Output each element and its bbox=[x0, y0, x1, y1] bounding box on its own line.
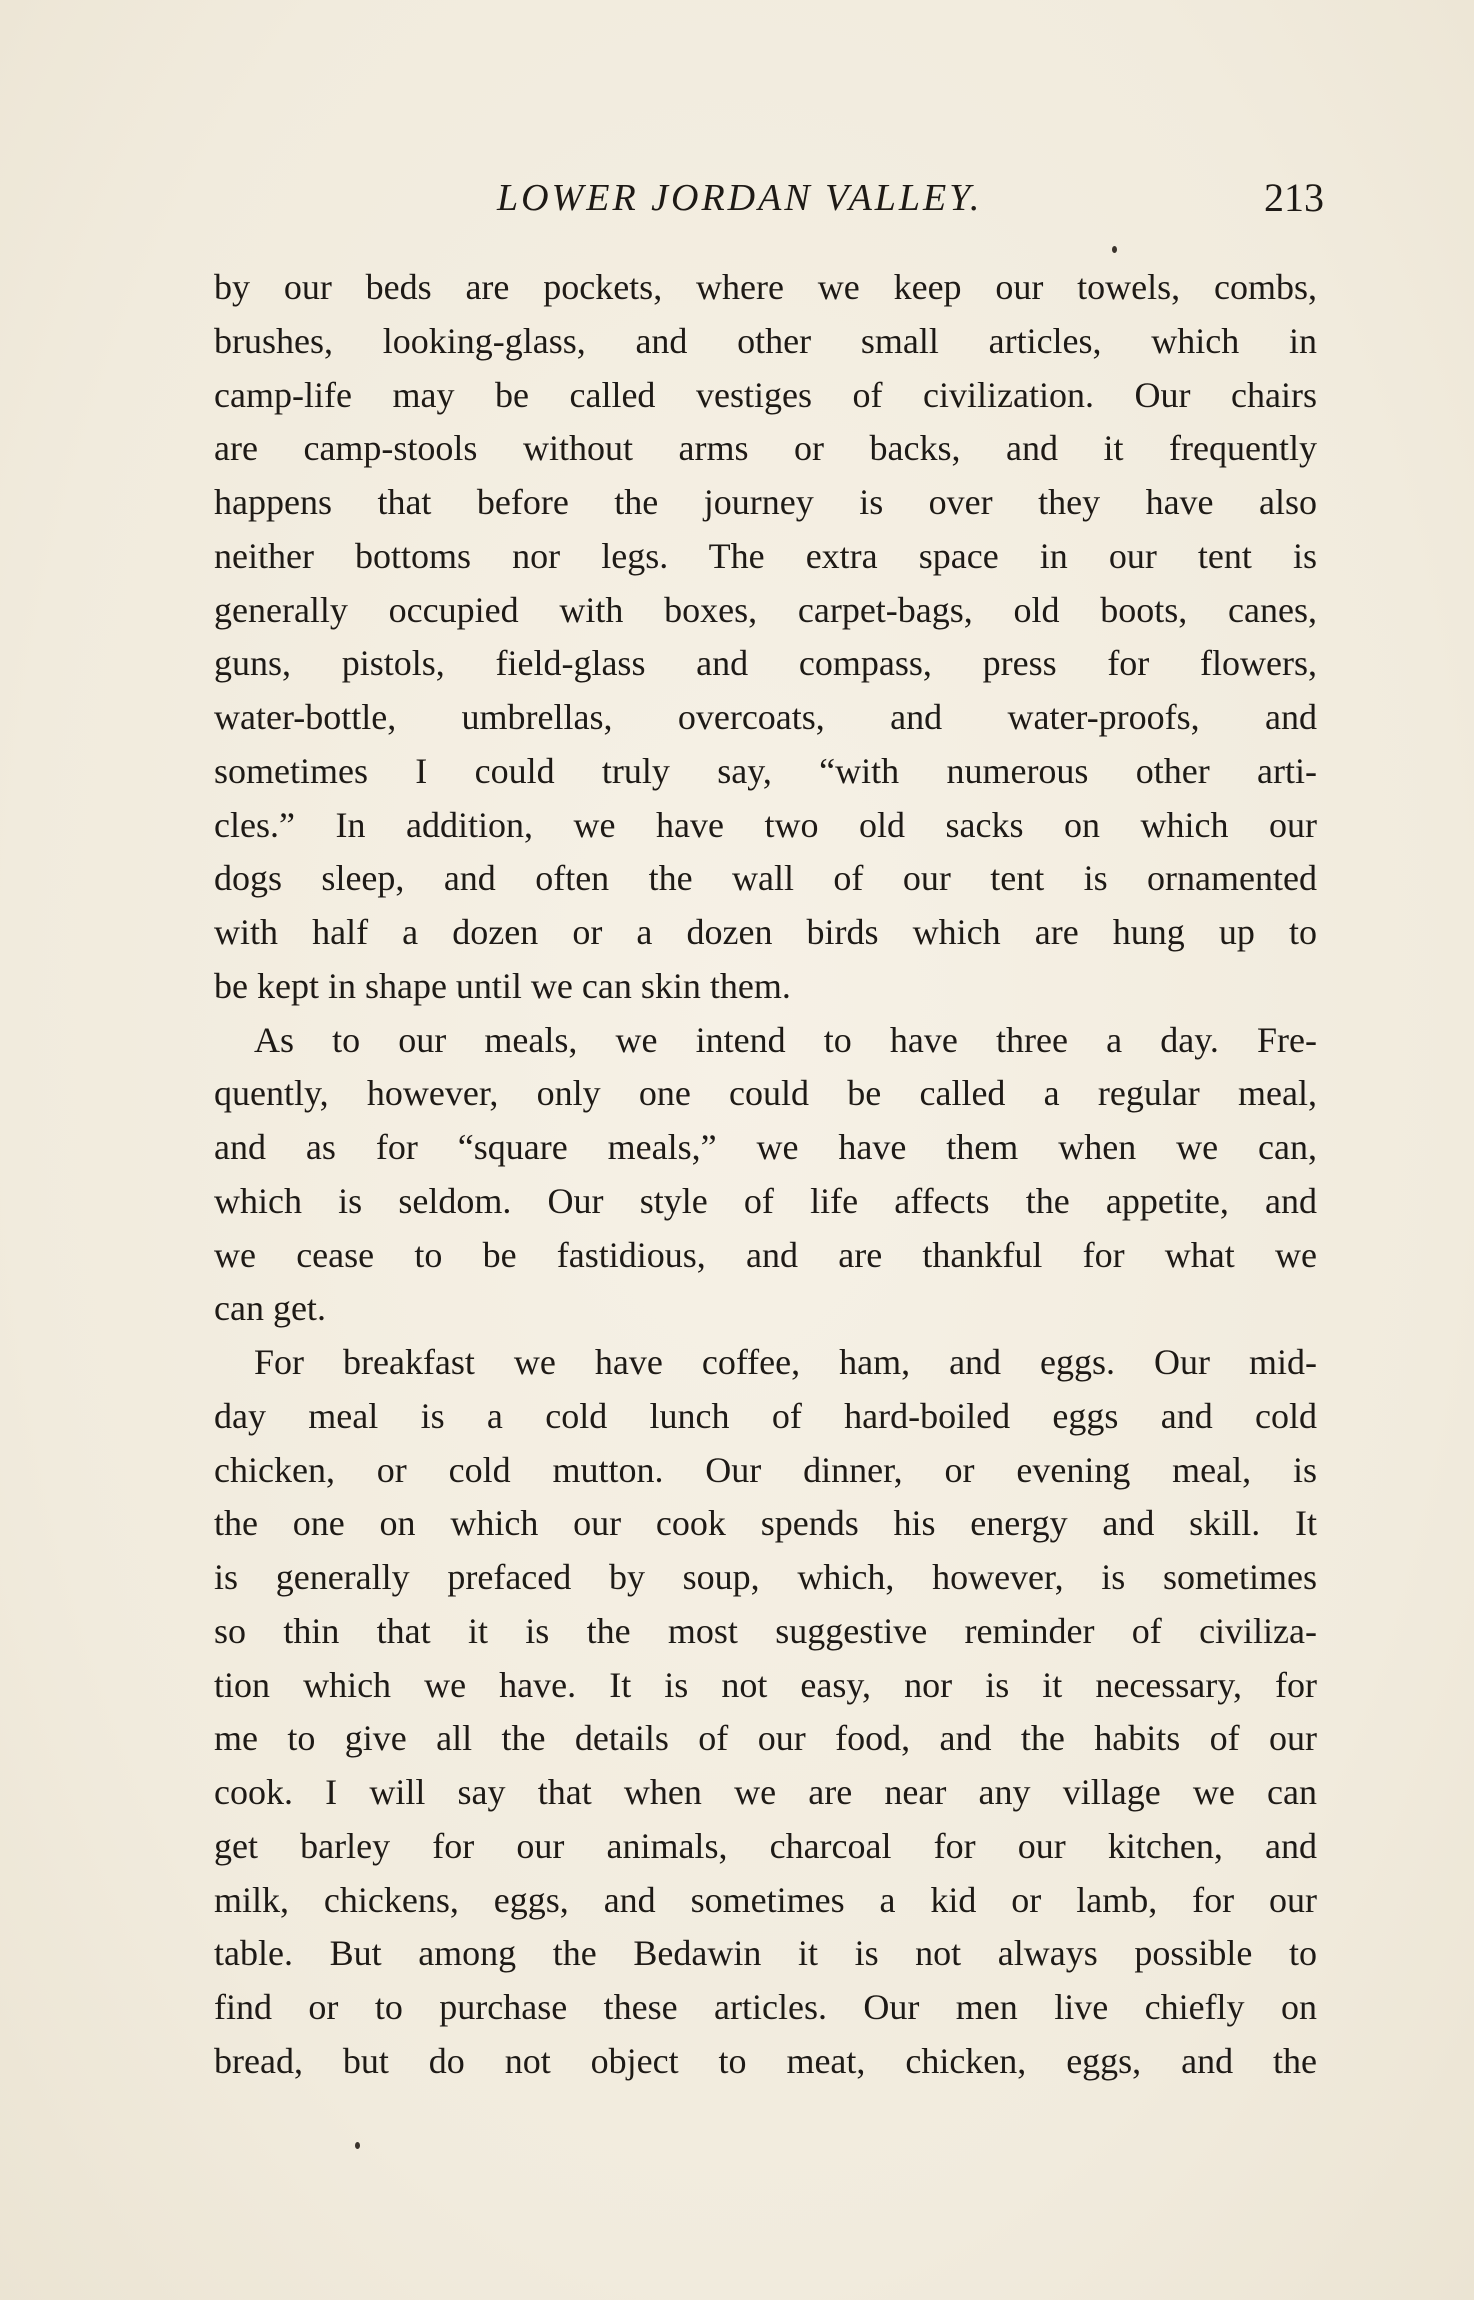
text-line: so thin that it is the most suggestive reminder of civiliza- bbox=[214, 1610, 1317, 1651]
text-line: which is seldom. Our style of life affects the appetite, and bbox=[214, 1180, 1317, 1221]
text-line: we cease to be fastidious, and are thankful for what we bbox=[214, 1234, 1317, 1275]
text-line: tion which we have. It is not easy, nor is it necessary, for bbox=[214, 1664, 1317, 1705]
text-line: water-bottle, umbrellas, overcoats, and water-proofs, and bbox=[214, 697, 1317, 737]
text-line: happens that before the journey is over they have also bbox=[214, 482, 1317, 522]
paragraph-start-line: As to our meals, we intend to have three a day. Fre- bbox=[254, 1019, 1317, 1060]
text-line: with half a dozen or a dozen birds which are hung up to bbox=[214, 912, 1317, 952]
text-line: guns, pistols, field-glass and compass, press for flowers, bbox=[214, 643, 1317, 684]
text-line: find or to purchase these articles. Our men live chiefly on bbox=[214, 1987, 1317, 2027]
text-line: quently, however, only one could be called a regular meal, bbox=[214, 1073, 1317, 1114]
text-line: the one on which our cook spends his energy and skill. It bbox=[214, 1503, 1317, 1544]
running-title: LOWER JORDAN VALLEY. bbox=[497, 177, 983, 219]
text-line: are camp-stools without arms or backs, and it frequently bbox=[214, 428, 1317, 469]
text-line: camp-life may be called vestiges of civilization. Our chairs bbox=[214, 374, 1317, 415]
text-line: and as for “square meals,” we have them when we can, bbox=[214, 1127, 1317, 1167]
text-line: get barley for our animals, charcoal for our kitchen, and bbox=[214, 1825, 1317, 1866]
body-text bbox=[214, 261, 1317, 2089]
text-line: is generally prefaced by soup, which, however, is sometimes bbox=[214, 1557, 1317, 1597]
paragraph-end-line: be kept in shape until we can skin them. bbox=[214, 965, 791, 1006]
text-line: neither bottoms nor legs. The extra space in our tent is bbox=[214, 535, 1317, 576]
ink-speck bbox=[1112, 246, 1117, 253]
page-number: 213 bbox=[1264, 175, 1324, 220]
text-line: cles.” In addition, we have two old sacks on which our bbox=[214, 804, 1317, 845]
ink-speck bbox=[355, 2142, 360, 2149]
text-line: milk, chickens, eggs, and sometimes a kid or lamb, for our bbox=[214, 1879, 1317, 1920]
text-line: by our beds are pockets, where we keep our towels, combs, bbox=[214, 267, 1317, 307]
text-line: generally occupied with boxes, carpet-bags, old boots, canes, bbox=[214, 589, 1317, 630]
text-line: sometimes I could truly say, “with numerous other arti- bbox=[214, 750, 1317, 791]
text-line: bread, but do not object to meat, chicken, eggs, and the bbox=[214, 2040, 1317, 2081]
text-line: brushes, looking-glass, and other small articles, which in bbox=[214, 320, 1317, 361]
running-head bbox=[214, 168, 1324, 228]
text-line: chicken, or cold mutton. Our dinner, or evening meal, is bbox=[214, 1449, 1317, 1490]
text-line: cook. I will say that when we are near any village we can bbox=[214, 1772, 1317, 1812]
text-line: day meal is a cold lunch of hard-boiled eggs and cold bbox=[214, 1395, 1317, 1436]
paragraph-end-line: can get. bbox=[214, 1288, 326, 1329]
paragraph-start-line: For breakfast we have coffee, ham, and eggs. Our mid- bbox=[254, 1342, 1317, 1382]
text-line: me to give all the details of our food, and the habits of our bbox=[214, 1718, 1317, 1759]
text-line: dogs sleep, and often the wall of our tent is ornamented bbox=[214, 858, 1317, 899]
text-line: table. But among the Bedawin it is not always possible to bbox=[214, 1933, 1317, 1974]
